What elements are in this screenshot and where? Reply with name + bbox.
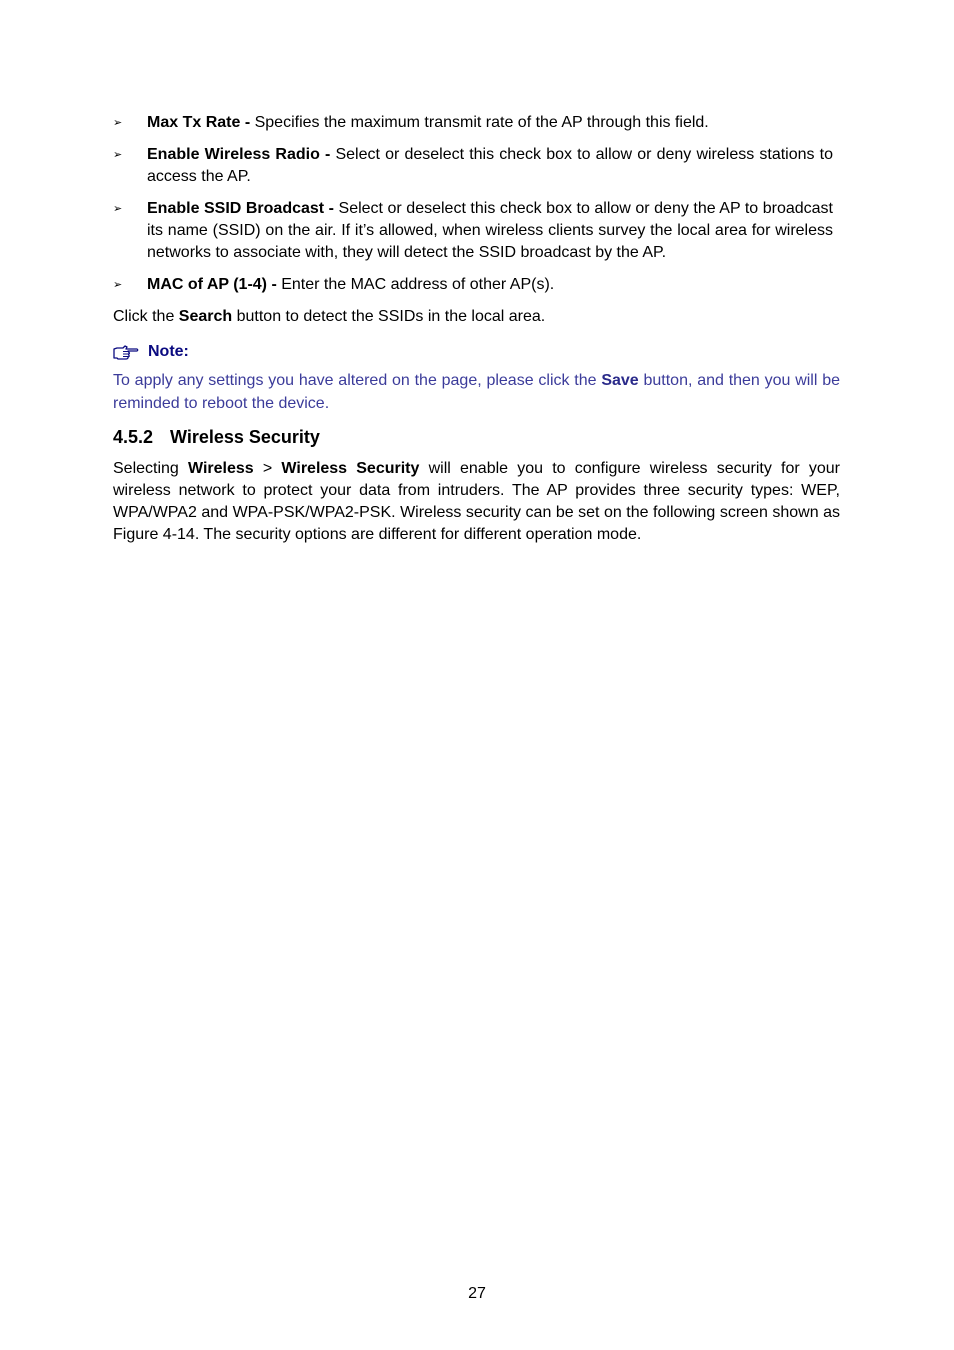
bullet-arrow-icon: ➢ (113, 149, 123, 161)
bullet-text: Specifies the maximum transmit rate of the AP through this field. (254, 114, 709, 131)
bullet-text: Select or deselect this check box to allow or deny the AP to broadcast its name (SSID) on the air. If it’s allowed, when wireless clients survey the local area for wireless networks to associate with, they will detect the SSID broadcast by the AP. (147, 200, 833, 261)
section-number: 4.5.2 (113, 427, 154, 447)
section-heading (113, 425, 840, 449)
page-number: 27 (468, 1285, 486, 1302)
bullet-enable-wireless-radio (113, 144, 833, 188)
note-heading (113, 341, 840, 363)
bullet-text: Enter the MAC address of other AP(s). (281, 276, 555, 293)
bullet-text: Select or deselect this check box to allow or deny wireless stations to access the AP. (147, 146, 833, 185)
bullet-arrow-icon: ➢ (113, 117, 123, 129)
pointing-hand-icon (113, 344, 139, 360)
bullet-term: Enable Wireless Radio - (147, 146, 336, 163)
bullet-arrow-icon: ➢ (113, 279, 123, 291)
note-text: To apply any settings you have altered on the page, please click the Save button, and then you will be reminded to reboot the device. (113, 372, 841, 412)
bullet-max-tx-rate (113, 112, 833, 134)
bullet-term: Enable SSID Broadcast - (147, 200, 339, 217)
bullet-arrow-icon: ➢ (113, 203, 123, 215)
note-label: Note: (148, 343, 189, 360)
bullet-enable-ssid-broadcast (113, 198, 833, 264)
bullet-term: Max Tx Rate - (147, 114, 255, 131)
section-paragraph: Selecting Wireless > Wireless Security will enable you to configure wireless security for your wireless network to protect your data from intruders. The AP provides three security types: WEP, WPA/WPA2 and WPA-PSK/WPA2-PSK. Wireless security can be set on the following screen shown as Figure 4-14. The security options are different for different operation mode. (113, 460, 841, 543)
search-paragraph: Click the Search button to detect the SSIDs in the local area. (113, 308, 546, 325)
bullet-term: MAC of AP (1-4) - (147, 276, 282, 293)
section-title: Wireless Security (170, 427, 320, 447)
document-body (113, 112, 840, 546)
bullet-mac-of-ap (113, 274, 833, 296)
